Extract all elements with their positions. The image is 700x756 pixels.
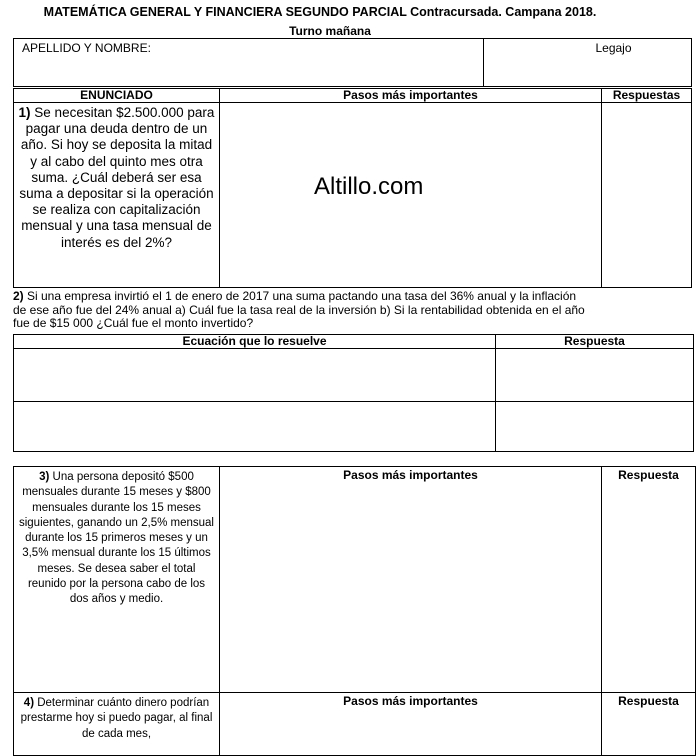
student-info-table <box>13 38 692 87</box>
col-enunciado: ENUNCIADO <box>14 89 220 103</box>
col-respuesta: Respuesta <box>496 335 694 349</box>
q4-statement <box>14 693 220 756</box>
legajo-label: Legajo <box>595 41 632 55</box>
q4-col-pasos: Pasos más importantes <box>343 694 478 708</box>
q2-answer-b[interactable] <box>496 401 694 451</box>
q1-text: Se necesitan $2.500.000 para pagar una deuda dentro de un año. Si hoy se deposita la mitad y al cabo del quinto mes otra suma. ¿Cuál deberá ser esa suma a depositar si la operación se realiza con capitalización mensual y una tasa mensual de interés es del 2%? <box>19 105 215 250</box>
q2-number: 2) <box>13 289 24 303</box>
exam-subtitle: Turno mañana <box>289 24 371 38</box>
q3-number: 3) <box>39 471 50 483</box>
q4-steps-area[interactable] <box>220 693 602 756</box>
q1-statement <box>14 103 220 288</box>
name-field[interactable] <box>14 39 484 87</box>
col-respuestas: Respuestas <box>602 89 692 103</box>
q3-steps-area[interactable] <box>220 467 602 693</box>
q4-text: Determinar cuánto dinero podrían prestarme hoy si puedo pagar, al final de cada mes, <box>20 697 213 740</box>
q4-answer-area[interactable] <box>602 693 696 756</box>
q3-answer-area[interactable] <box>602 467 696 693</box>
q3-col-respuesta: Respuesta <box>618 468 679 482</box>
q3-col-pasos: Pasos más importantes <box>343 468 478 482</box>
q2-equation-b[interactable] <box>14 401 496 451</box>
col-ecuacion: Ecuación que lo resuelve <box>14 335 496 349</box>
q2-statement <box>13 290 693 331</box>
q2-table <box>13 334 694 452</box>
q3-q4-table <box>13 466 696 756</box>
q2-line-3: fue de $15 000 ¿Cuál fue el monto invertido? <box>13 316 254 330</box>
q3-statement <box>14 467 220 693</box>
exam-title: MATEMÁTICA GENERAL Y FINANCIERA SEGUNDO PARCIAL Contracursada. Campana 2018. <box>43 5 597 19</box>
q2-line-1: Si una empresa invirtió el 1 de enero de 2017 una suma pactando una tasa del 36% anual y la inflación <box>23 289 577 303</box>
col-pasos: Pasos más importantes <box>220 89 602 103</box>
q1-number: 1) <box>18 105 31 120</box>
q3-text: Una persona depositó $500 mensuales durante 15 meses y $800 mensuales durante los 15 meses siguientes, ganando un 2,5% mensual durante los 15 primeros meses y un 3,5% mensual durante los 15 últimos meses. Se desea saber el total reunido por la persona cabo de los dos años y medio. <box>18 471 214 606</box>
q4-number: 4) <box>23 697 35 709</box>
q4-col-respuesta: Respuesta <box>618 694 679 708</box>
q2-line-2: de ese año fue del 24% anual a) Cuál fue la tasa real de la inversión b) Si la rentabilidad obtenida en el año <box>13 302 585 317</box>
watermark: Altillo.com <box>314 173 424 200</box>
q1-answer-area[interactable] <box>602 103 692 288</box>
q2-answer-a[interactable] <box>496 349 694 401</box>
name-label: APELLIDO Y NOMBRE: <box>22 41 151 55</box>
legajo-field[interactable] <box>484 39 692 87</box>
q2-equation-a[interactable] <box>14 349 496 401</box>
